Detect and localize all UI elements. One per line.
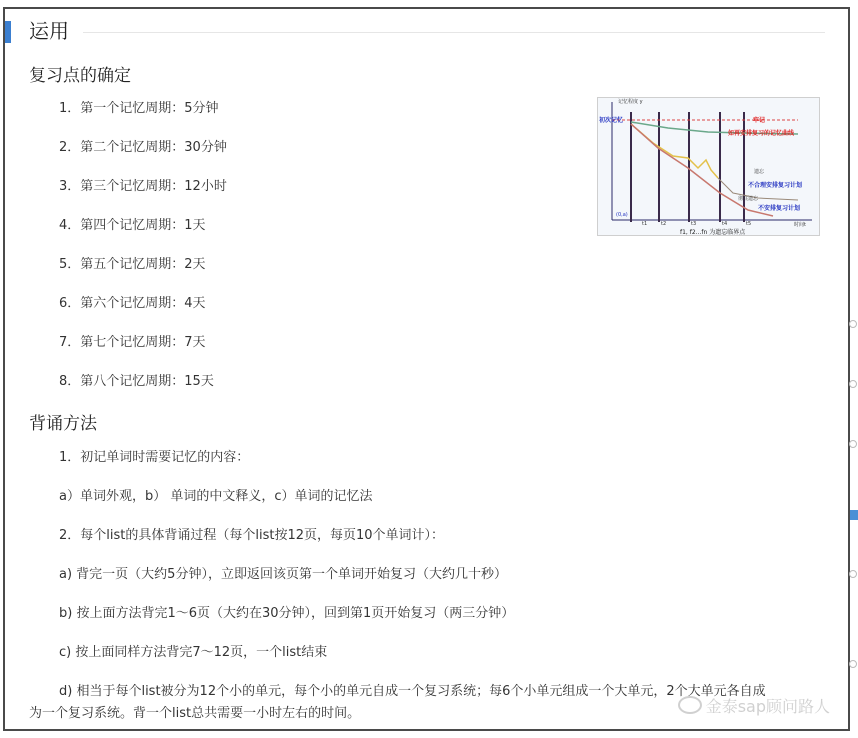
watermark-text: 金泰sap顾问路人 xyxy=(705,697,830,716)
review-item: 8．第八个记忆周期：15天 xyxy=(59,374,214,389)
method-paragraph: a) 背完一页（大约5分钟），立即返回该页第一个单词开始复习（大约几十秒） xyxy=(59,567,507,582)
fig-origin: (0,a) xyxy=(616,212,628,218)
scroll-marker[interactable] xyxy=(849,320,857,328)
review-item: 5．第五个记忆周期：2天 xyxy=(59,257,206,272)
review-item: 7．第七个记忆周期：7天 xyxy=(59,335,206,350)
method-paragraph-continued: 为一个复习系统。背一个list总共需要一小时左右的时间。 xyxy=(29,706,361,721)
scroll-marker[interactable] xyxy=(849,570,857,578)
method-paragraph: c) 按上面同样方法背完7～12页，一个list结束 xyxy=(59,645,328,660)
content-frame xyxy=(3,7,850,731)
scroll-marker-active[interactable] xyxy=(850,510,858,520)
review-item: 4．第四个记忆周期：1天 xyxy=(59,218,206,233)
fig-label-forget: 遗忘 xyxy=(754,169,765,175)
method-paragraph: a）单词外观，b） 单词的中文释义，c）单词的记忆法 xyxy=(59,489,373,504)
section-header xyxy=(5,19,825,45)
fig-tick: t3 xyxy=(691,221,697,227)
fig-label-plan: 不安排复习计划 xyxy=(758,205,801,212)
scroll-marker[interactable] xyxy=(849,660,857,668)
review-item: 3．第三个记忆周期：12小时 xyxy=(59,179,227,194)
fig-label-forget2: 彻底遗忘 xyxy=(738,196,759,202)
fig-tick: t1 xyxy=(642,221,648,227)
forgetting-curve-figure xyxy=(597,97,820,236)
section-accent-bar xyxy=(5,21,11,43)
review-item: 1．第一个记忆周期：5分钟 xyxy=(59,101,219,116)
section-divider xyxy=(83,32,825,33)
review-item: 6．第六个记忆周期：4天 xyxy=(59,296,206,311)
fig-caption: f1, f2...fn 为遗忘临界点 xyxy=(680,229,746,236)
section-title: 运用 xyxy=(29,19,69,43)
fig-first-memory: 初次记忆 xyxy=(599,117,624,124)
method-paragraph: b) 按上面方法背完1～6页（大约在30分钟），回到第1页开始复习（两三分钟） xyxy=(59,606,515,621)
review-heading: 复习点的确定 xyxy=(29,66,131,86)
fig-label-curve: 如再安排复习的记忆曲线 xyxy=(728,130,795,137)
page-scroll-markers xyxy=(848,300,858,720)
method-paragraph: 1．初记单词时需要记忆的内容： xyxy=(59,450,250,465)
method-paragraph: 2．每个list的具体背诵过程（每个list按12页，每页10个单词计）： xyxy=(59,528,445,543)
scroll-marker[interactable] xyxy=(849,440,857,448)
method-heading: 背诵方法 xyxy=(29,414,97,434)
method-paragraph: d) 相当于每个list被分为12个小的单元，每个小的单元自成一个复习系统；每6个小单元组成一个大单元，2个大单元各自成 xyxy=(59,684,766,699)
fig-y-axis: 记忆程度 y xyxy=(618,99,643,105)
fig-label-noplan: 不合理安排复习计划 xyxy=(748,182,803,189)
fig-tick: t4 xyxy=(722,221,728,227)
fig-x-axis: 时间t xyxy=(794,222,806,228)
fig-tick: t2 xyxy=(661,221,667,227)
review-item: 2．第二个记忆周期：30分钟 xyxy=(59,140,227,155)
fig-label-rote: 牢记 xyxy=(753,117,766,124)
fig-tick: t5 xyxy=(746,221,752,227)
watermark xyxy=(678,694,830,717)
scroll-marker[interactable] xyxy=(849,380,857,388)
wechat-icon xyxy=(678,696,702,714)
